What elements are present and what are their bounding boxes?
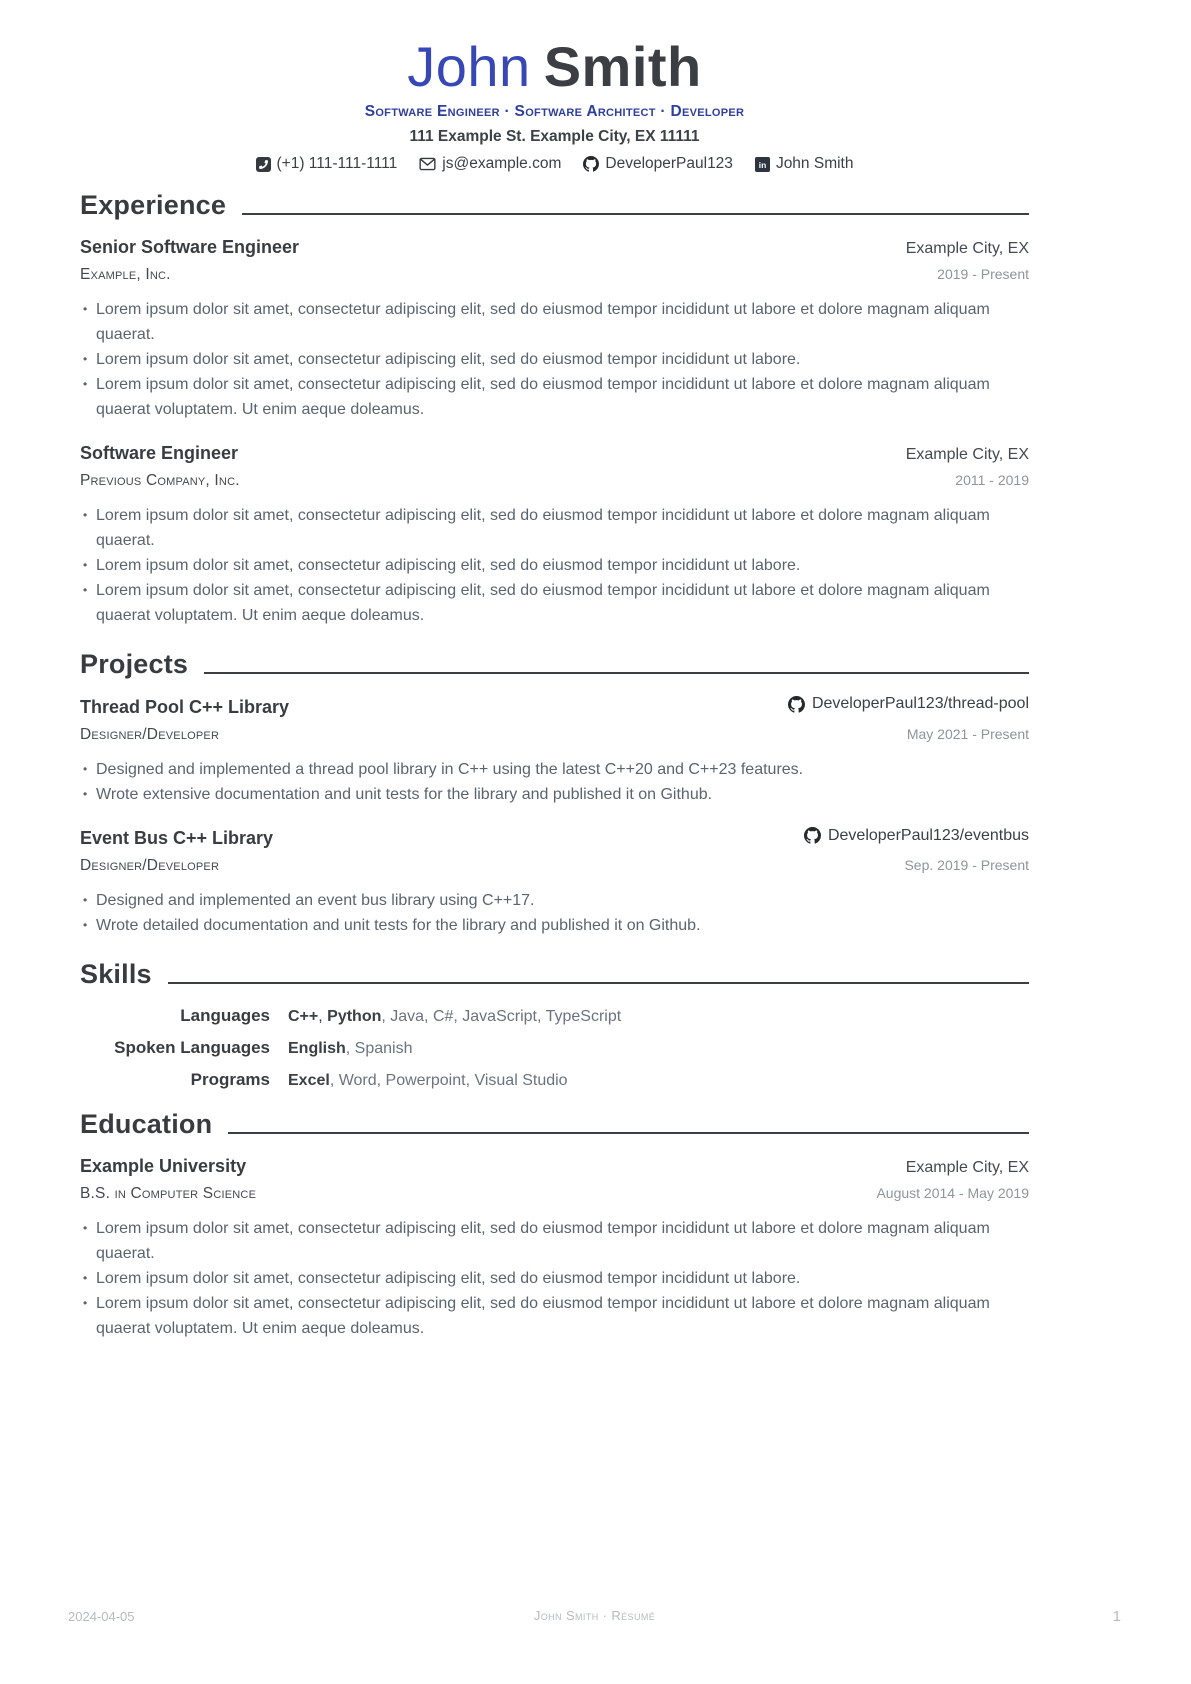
bullet-item: • Lorem ipsum dolor sit amet, consectetur adipiscing elit, sed do eiusmod tempor incididunt ut labore et dolore magnam aliquam quaerat voluptatem. Ut enim aeque doleamus. bbox=[80, 1291, 1029, 1341]
section-projects bbox=[80, 648, 1029, 938]
project-role: Designer/Developer bbox=[80, 857, 220, 874]
project-role: Designer/Developer bbox=[80, 725, 220, 743]
skill-rest: , Java, C#, JavaScript, TypeScript bbox=[381, 1008, 622, 1025]
email-contact bbox=[419, 155, 561, 173]
address-line: 111 Example St. Example City, EX 11111 bbox=[409, 128, 700, 145]
skill-label: Languages bbox=[180, 1006, 270, 1025]
education-dates: August 2014 - May 2019 bbox=[876, 1185, 1029, 1201]
bullet-item: • Lorem ipsum dolor sit amet, consectetur adipiscing elit, sed do eiusmod tempor incididunt ut labore. bbox=[80, 553, 1029, 578]
job-title: Software Engineer bbox=[80, 443, 239, 463]
skill-strong: Excel bbox=[288, 1072, 330, 1089]
svg-text:in: in bbox=[758, 159, 767, 170]
section-experience bbox=[80, 189, 1029, 628]
project-bullets bbox=[80, 757, 1029, 807]
section-title: Experience bbox=[80, 190, 227, 220]
bullet-item: • Wrote extensive documentation and unit tests for the library and published it on Github. bbox=[80, 782, 1029, 807]
project-dates: Sep. 2019 - Present bbox=[904, 857, 1029, 873]
full-name bbox=[80, 36, 1029, 98]
bullet-item: • Designed and implemented an event bus library using C++17. bbox=[80, 888, 1029, 913]
footer-title: John Smith · Résumé bbox=[533, 1608, 656, 1623]
first-name: John bbox=[407, 35, 531, 98]
section-title: Projects bbox=[80, 649, 189, 679]
skill-strong: English bbox=[288, 1040, 346, 1057]
company-name: Previous Company, Inc. bbox=[80, 472, 240, 489]
skill-row bbox=[80, 1069, 1029, 1092]
job-location: Example City, EX bbox=[905, 446, 1029, 463]
last-name: Smith bbox=[543, 35, 702, 98]
phone-square-icon bbox=[256, 157, 271, 172]
skills-table bbox=[80, 1005, 1029, 1092]
skill-value bbox=[288, 1070, 1029, 1092]
resume-header bbox=[80, 36, 1029, 173]
github-username[interactable]: DeveloperPaul123 bbox=[605, 155, 733, 172]
section-header-education bbox=[80, 1108, 1029, 1141]
section-education bbox=[80, 1108, 1029, 1341]
skill-row bbox=[80, 1037, 1029, 1060]
bullet-item: • Lorem ipsum dolor sit amet, consectetur adipiscing elit, sed do eiusmod tempor incididunt ut labore et dolore magnam aliquam quaerat voluptatem. Ut enim aeque doleamus. bbox=[80, 578, 1029, 628]
section-header-experience bbox=[80, 189, 1029, 222]
github-icon bbox=[788, 696, 805, 713]
education-bullets bbox=[80, 1216, 1029, 1341]
skill-value bbox=[288, 1006, 1029, 1028]
job-bullets bbox=[80, 503, 1029, 628]
job-location: Example City, EX bbox=[905, 240, 1029, 257]
skill-strong: Python bbox=[327, 1008, 382, 1025]
section-title: Skills bbox=[80, 959, 152, 989]
github-contact bbox=[583, 155, 733, 173]
envelope-icon bbox=[419, 157, 436, 171]
github-icon bbox=[583, 156, 599, 172]
skill-rest: , Word, Powerpoint, Visual Studio bbox=[329, 1072, 568, 1089]
job-bullets bbox=[80, 297, 1029, 422]
bullet-item: • Lorem ipsum dolor sit amet, consectetur adipiscing elit, sed do eiusmod tempor incididunt ut labore et dolore magnam aliquam quaerat. bbox=[80, 297, 1029, 347]
degree-name: B.S. in Computer Science bbox=[80, 1185, 257, 1202]
footer-date: 2024-04-05 bbox=[68, 1609, 135, 1624]
skill-label: Programs bbox=[190, 1070, 270, 1089]
project-name: Event Bus C++ Library bbox=[80, 828, 274, 848]
experience-entry bbox=[80, 442, 1029, 628]
footer-page-number: 1 bbox=[1112, 1608, 1121, 1625]
section-title: Education bbox=[80, 1109, 213, 1139]
repo-name[interactable]: DeveloperPaul123/eventbus bbox=[827, 826, 1029, 844]
bullet-item: • Lorem ipsum dolor sit amet, consectetur adipiscing elit, sed do eiusmod tempor incididunt ut labore et dolore magnam aliquam quaerat. bbox=[80, 1216, 1029, 1266]
school-location: Example City, EX bbox=[905, 1159, 1029, 1176]
experience-entry bbox=[80, 236, 1029, 422]
project-name: Thread Pool C++ Library bbox=[80, 696, 290, 717]
repo-name[interactable]: DeveloperPaul123/thread-pool bbox=[811, 695, 1029, 712]
skill-row bbox=[80, 1005, 1029, 1028]
skill-label: Spoken Languages bbox=[114, 1038, 270, 1057]
job-dates: 2019 - Present bbox=[937, 266, 1029, 282]
section-header-skills bbox=[80, 958, 1029, 991]
education-entry bbox=[80, 1155, 1029, 1341]
project-dates: May 2021 - Present bbox=[906, 725, 1029, 742]
section-rule bbox=[242, 213, 1029, 215]
skill-value bbox=[288, 1038, 1029, 1060]
skill-strong: C++ bbox=[288, 1008, 319, 1025]
phone-number[interactable]: (+1) 111-111-1111 bbox=[276, 155, 398, 172]
section-skills bbox=[80, 958, 1029, 1092]
section-rule bbox=[228, 1132, 1029, 1134]
job-title: Senior Software Engineer bbox=[80, 237, 300, 257]
school-name: Example University bbox=[80, 1156, 247, 1176]
contact-row bbox=[80, 155, 1029, 173]
tagline: Software Engineer · Software Architect · Developer bbox=[364, 103, 745, 120]
project-repo-link[interactable] bbox=[804, 827, 1029, 845]
linkedin-name[interactable]: John Smith bbox=[775, 155, 854, 172]
linkedin-icon bbox=[755, 157, 770, 172]
bullet-item: • Wrote detailed documentation and unit tests for the library and published it on Github. bbox=[80, 913, 1029, 938]
skill-rest: , Spanish bbox=[345, 1040, 413, 1057]
bullet-item: • Lorem ipsum dolor sit amet, consectetur adipiscing elit, sed do eiusmod tempor incididunt ut labore. bbox=[80, 1266, 1029, 1291]
project-entry bbox=[80, 827, 1029, 939]
project-bullets bbox=[80, 888, 1029, 938]
project-repo-link[interactable] bbox=[788, 695, 1029, 713]
skill-sep: , bbox=[318, 1008, 328, 1025]
job-dates: 2011 - 2019 bbox=[955, 472, 1029, 488]
github-icon bbox=[804, 827, 821, 844]
bullet-item: • Lorem ipsum dolor sit amet, consectetur adipiscing elit, sed do eiusmod tempor incididunt ut labore. bbox=[80, 347, 1029, 372]
bullet-item: • Designed and implemented a thread pool library in C++ using the latest C++20 and C++23 features. bbox=[80, 757, 1029, 782]
page-footer bbox=[68, 1608, 1121, 1625]
email-address[interactable]: js@example.com bbox=[442, 155, 562, 172]
section-rule bbox=[168, 982, 1029, 984]
phone-contact bbox=[256, 155, 398, 173]
section-header-projects bbox=[80, 648, 1029, 681]
section-rule bbox=[204, 672, 1029, 674]
linkedin-contact bbox=[755, 155, 854, 173]
project-entry bbox=[80, 695, 1029, 807]
bullet-item: • Lorem ipsum dolor sit amet, consectetur adipiscing elit, sed do eiusmod tempor incididunt ut labore et dolore magnam aliquam quaerat. bbox=[80, 503, 1029, 553]
bullet-item: • Lorem ipsum dolor sit amet, consectetur adipiscing elit, sed do eiusmod tempor incididunt ut labore et dolore magnam aliquam quaerat voluptatem. Ut enim aeque doleamus. bbox=[80, 372, 1029, 422]
company-name: Example, Inc. bbox=[80, 266, 171, 283]
